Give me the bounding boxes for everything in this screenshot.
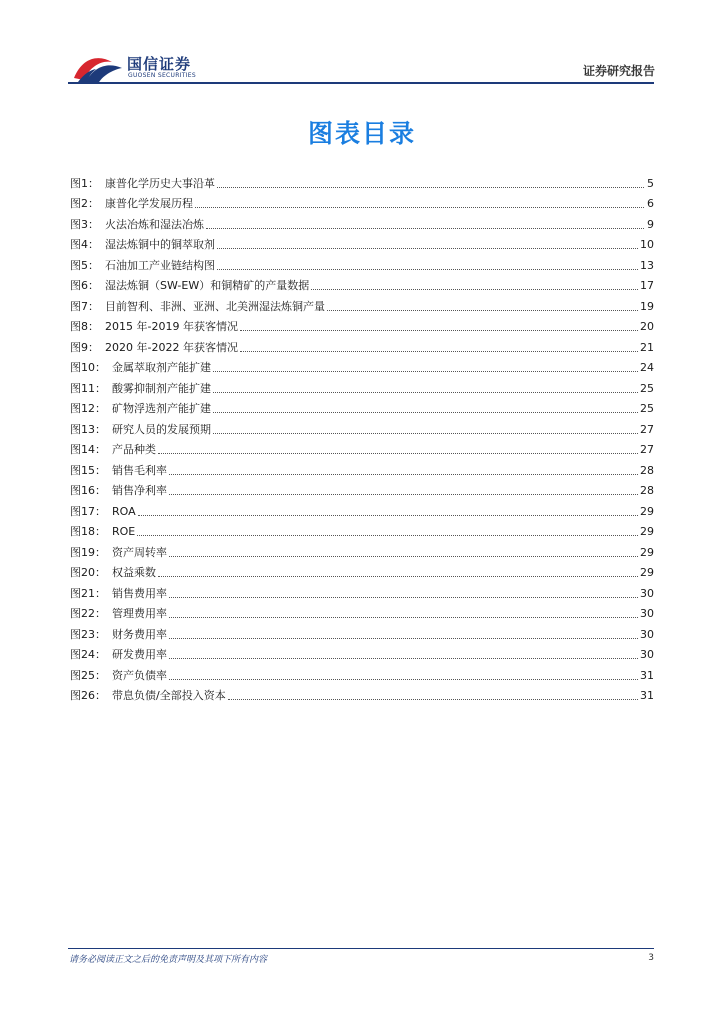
toc-page-number: 29: [640, 545, 654, 559]
toc-page-number: 28: [640, 463, 654, 477]
toc-figure-number: 图24：: [70, 648, 106, 661]
toc-dot-leader: [217, 269, 638, 270]
report-type-label: 证券研究报告: [582, 64, 655, 78]
toc-dot-leader: [169, 556, 638, 557]
toc-figure-name: 石油加工产业链结构图: [105, 258, 215, 272]
toc-entry-label: [70, 525, 135, 539]
toc-entry[interactable]: [70, 662, 654, 683]
toc-dot-leader: [213, 433, 638, 434]
toc-entry[interactable]: [70, 621, 654, 642]
toc-dot-leader: [206, 228, 644, 229]
toc-figure-name: 研发费用率: [112, 648, 167, 661]
toc-entry-label: [70, 648, 167, 662]
toc-figure-name: 研究人员的发展预期: [112, 422, 211, 436]
toc-entry-label: [70, 464, 167, 478]
toc-page-number: 5: [647, 176, 654, 190]
toc-dot-leader: [311, 289, 638, 290]
toc-dot-leader: [169, 494, 638, 495]
toc-page-number: 30: [640, 607, 654, 620]
toc-figure-name: 湿法炼铜（SW-EW）和铜精矿的产量数据: [105, 279, 310, 292]
toc-entry[interactable]: [70, 437, 654, 458]
page-number: 3: [648, 953, 654, 963]
toc-figure-number: 图3：: [70, 217, 99, 231]
toc-entry[interactable]: [70, 396, 654, 417]
toc-dot-leader: [169, 638, 638, 639]
toc-entry-label: [70, 546, 167, 560]
toc-entry[interactable]: [70, 314, 654, 335]
brand-name-cn: 国信证券: [127, 55, 192, 73]
toc-dot-leader: [217, 248, 638, 249]
toc-figure-number: 图20：: [70, 566, 106, 579]
toc-entry[interactable]: [70, 539, 654, 560]
toc-figure-name: 管理费用率: [112, 607, 167, 620]
toc-page-number: 19: [640, 299, 654, 313]
toc-figure-name: 产品种类: [112, 443, 156, 456]
toc-dot-leader: [240, 351, 638, 352]
toc-figure-name: 销售毛利率: [112, 463, 167, 477]
toc-page-number: 24: [640, 361, 654, 374]
toc-figure-number: 图15：: [70, 463, 106, 477]
toc-figure-name: 资产负债率: [112, 668, 167, 682]
toc-entry[interactable]: [70, 211, 654, 232]
toc-entry[interactable]: [70, 252, 654, 273]
toc-entry[interactable]: [70, 232, 654, 253]
toc-figure-name: 酸雾抑制剂产能扩建: [112, 381, 211, 395]
brand-name-en: GUOSEN SECURITIES: [128, 72, 197, 79]
toc-entry[interactable]: [70, 601, 654, 622]
toc-page-number: 21: [640, 340, 654, 354]
toc-entry[interactable]: [70, 273, 654, 294]
toc-figure-number: 图18：: [70, 525, 106, 538]
toc-entry-label: [70, 259, 215, 273]
toc-figure-name: ROE: [112, 525, 136, 538]
toc-dot-leader: [213, 412, 638, 413]
toc-page-number: 30: [640, 627, 654, 641]
toc-figure-number: 图23：: [70, 627, 106, 641]
toc-entry-label: [70, 238, 215, 252]
toc-dot-leader: [169, 597, 638, 598]
toc-entry[interactable]: [70, 191, 654, 212]
toc-figure-number: 图26：: [70, 689, 106, 702]
toc-entry[interactable]: [70, 498, 654, 519]
toc-entry-label: [70, 320, 238, 334]
toc-title: 图表目录: [307, 119, 416, 148]
toc-dot-leader: [158, 453, 638, 454]
toc-page-number: 25: [640, 381, 654, 395]
toc-figure-number: 图2：: [70, 197, 99, 210]
toc-figure-number: 图8：: [70, 320, 99, 333]
toc-figure-number: 图21：: [70, 586, 106, 600]
footer-disclaimer: 请务必阅读正文之后的免责声明及其项下所有内容: [69, 955, 268, 965]
toc-entry-label: [70, 443, 156, 457]
toc-figure-name: 财务费用率: [112, 627, 167, 641]
toc-page-number: 9: [647, 217, 654, 231]
toc-entry-label: [70, 423, 211, 437]
toc-entry[interactable]: [70, 375, 654, 396]
toc-figure-number: 图4：: [70, 238, 99, 251]
toc-dot-leader: [240, 330, 638, 331]
toc-figure-number: 图11：: [70, 381, 106, 395]
toc-page-number: 29: [640, 525, 654, 538]
toc-dot-leader: [195, 207, 644, 208]
toc-entry[interactable]: [70, 683, 654, 704]
toc-figure-name: 资产周转率: [112, 545, 167, 559]
toc-dot-leader: [169, 679, 638, 680]
toc-entry[interactable]: [70, 334, 654, 355]
toc-page-number: 10: [640, 238, 654, 251]
toc-entry-label: [70, 505, 136, 519]
toc-page-number: 30: [640, 648, 654, 661]
toc-dot-leader: [138, 515, 638, 516]
toc-figure-name: 火法冶炼和湿法冶炼: [105, 217, 204, 231]
toc-figure-number: 图16：: [70, 484, 106, 497]
toc-entry-label: [70, 689, 226, 703]
toc-figure-name: 湿法炼铜中的铜萃取剂: [105, 238, 215, 251]
toc-figure-number: 图22：: [70, 607, 106, 620]
toc-figure-number: 图9：: [70, 340, 99, 354]
toc-dot-leader: [169, 617, 638, 618]
toc-page-number: 6: [647, 197, 654, 210]
toc-figure-number: 图25：: [70, 668, 106, 682]
toc-entry[interactable]: [70, 170, 654, 191]
guosen-logo-icon: [72, 52, 124, 84]
toc-figure-name: 目前智利、非洲、亚洲、北美洲湿法炼铜产量: [105, 299, 325, 313]
toc-figure-number: 图1：: [70, 176, 99, 190]
toc-figure-number: 图19：: [70, 545, 106, 559]
toc-page-number: 27: [640, 443, 654, 456]
toc-entry[interactable]: [70, 355, 654, 376]
toc-page-number: 30: [640, 586, 654, 600]
toc-page-number: 29: [640, 504, 654, 518]
toc-entry-label: [70, 177, 215, 191]
figure-table-of-contents: [70, 170, 654, 703]
toc-dot-leader: [217, 187, 644, 188]
toc-figure-name: 康普化学发展历程: [105, 197, 193, 210]
toc-figure-number: 图17：: [70, 504, 106, 518]
toc-figure-number: 图14：: [70, 443, 106, 456]
toc-page-number: 28: [640, 484, 654, 497]
toc-entry-label: [70, 402, 211, 416]
toc-dot-leader: [169, 474, 638, 475]
toc-entry-label: [70, 382, 211, 396]
toc-page-number: 31: [640, 668, 654, 682]
toc-dot-leader: [158, 576, 638, 577]
toc-figure-number: 图13：: [70, 422, 106, 436]
toc-figure-name: 带息负债/全部投入资本: [112, 689, 226, 702]
page-header: [0, 0, 724, 90]
toc-entry[interactable]: [70, 560, 654, 581]
toc-page-number: 17: [640, 279, 654, 292]
toc-entry-label: [70, 484, 167, 498]
toc-entry-label: [70, 279, 309, 293]
toc-figure-name: 销售费用率: [112, 586, 167, 600]
toc-page-number: 20: [640, 320, 654, 333]
toc-entry[interactable]: [70, 478, 654, 499]
toc-dot-leader: [213, 371, 638, 372]
toc-figure-number: 图7：: [70, 299, 99, 313]
toc-figure-name: 金属萃取剂产能扩建: [112, 361, 211, 374]
toc-dot-leader: [213, 392, 638, 393]
toc-dot-leader: [228, 699, 638, 700]
toc-entry-label: [70, 218, 204, 232]
toc-entry-label: [70, 587, 167, 601]
toc-page-number: 31: [640, 689, 654, 702]
toc-figure-name: 矿物浮选剂产能扩建: [112, 402, 211, 415]
toc-dot-leader: [327, 310, 638, 311]
toc-entry-label: [70, 628, 167, 642]
toc-figure-number: 图12：: [70, 402, 106, 415]
toc-entry[interactable]: [70, 416, 654, 437]
toc-figure-name: 2015 年-2019 年获客情况: [105, 320, 238, 333]
toc-entry-label: [70, 361, 211, 375]
toc-entry-label: [70, 197, 193, 211]
toc-entry-label: [70, 607, 167, 621]
toc-entry[interactable]: [70, 293, 654, 314]
toc-entry[interactable]: [70, 519, 654, 540]
toc-entry-label: [70, 341, 238, 355]
toc-page-number: 25: [640, 402, 654, 415]
toc-figure-number: 图5：: [70, 258, 99, 272]
toc-dot-leader: [169, 658, 638, 659]
toc-page-number: 27: [640, 422, 654, 436]
toc-page-number: 29: [640, 566, 654, 579]
toc-figure-number: 图10：: [70, 361, 106, 374]
toc-figure-name: 权益乘数: [112, 566, 156, 579]
toc-entry-label: [70, 300, 325, 314]
toc-figure-number: 图6：: [70, 279, 99, 292]
toc-figure-name: 2020 年-2022 年获客情况: [105, 340, 238, 354]
toc-page-number: 13: [640, 258, 654, 272]
footer-divider: [68, 948, 654, 949]
toc-entry[interactable]: [70, 580, 654, 601]
toc-entry[interactable]: [70, 642, 654, 663]
toc-entry[interactable]: [70, 457, 654, 478]
toc-figure-name: 销售净利率: [112, 484, 167, 497]
toc-entry-label: [70, 669, 167, 683]
header-divider: [68, 82, 654, 84]
toc-figure-name: 康普化学历史大事沿革: [105, 176, 215, 190]
toc-entry-label: [70, 566, 156, 580]
toc-figure-name: ROA: [112, 504, 136, 518]
toc-dot-leader: [137, 535, 638, 536]
